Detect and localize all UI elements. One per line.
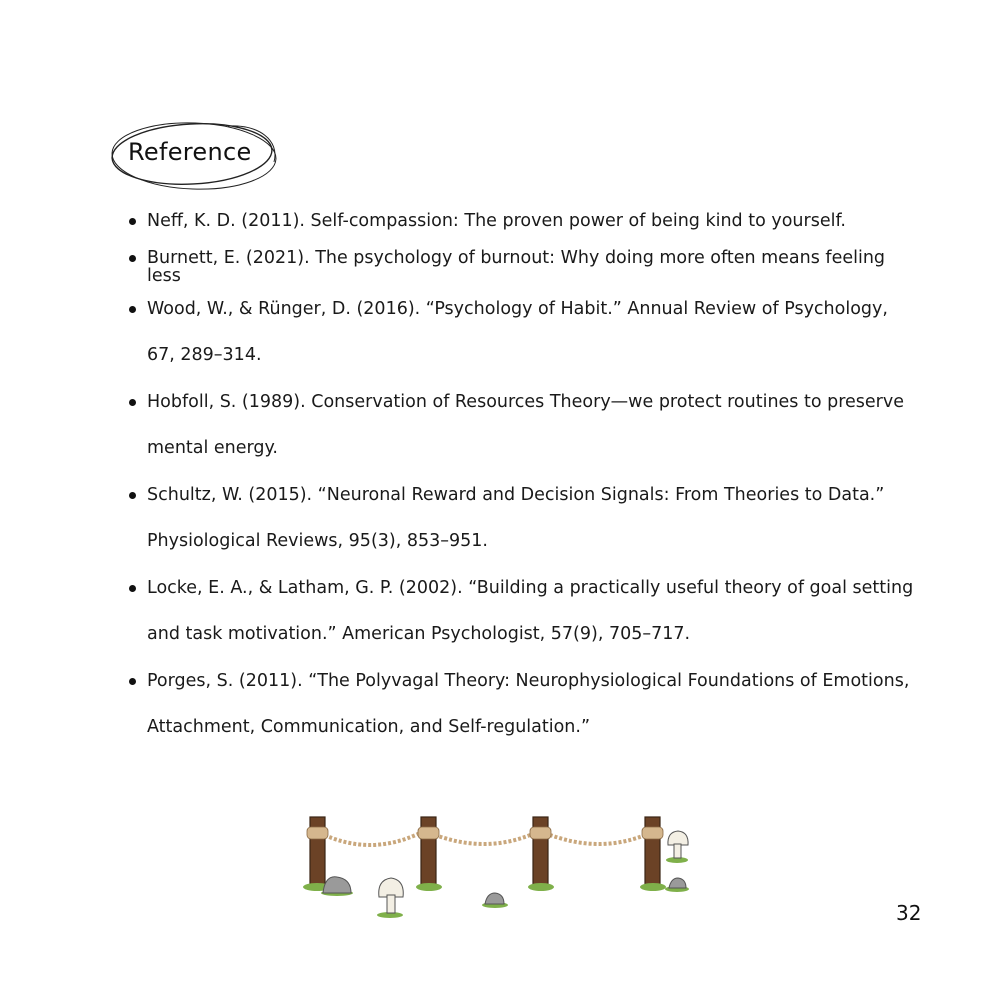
heading-text: Reference — [128, 138, 252, 166]
grass-icon — [303, 857, 689, 918]
reference-item: Wood, W., & Rünger, D. (2016). “Psychology of Habit.” Annual Review of Psychology, 67, 289–314. — [147, 286, 917, 378]
rope-icon — [320, 833, 650, 845]
reference-item: Neff, K. D. (2011). Self-compassion: The proven power of being kind to yourself. — [147, 198, 917, 244]
fence-illustration — [295, 805, 705, 929]
reference-item: Locke, E. A., & Latham, G. P. (2002). “Building a practically useful theory of goal setting and task motivation.” American Psychologist, 57(9), 705–717. — [147, 565, 917, 657]
reference-item: Burnett, E. (2021). The psychology of burnout: Why doing more often means feeling less — [147, 249, 917, 285]
page-number: 32 — [896, 901, 922, 925]
reference-heading — [108, 118, 280, 194]
fence-post-icon — [310, 817, 660, 887]
reference-item: Hobfoll, S. (1989). Conservation of Resources Theory—we protect routines to preserve mental energy. — [147, 379, 917, 471]
reference-item: Porges, S. (2011). “The Polyvagal Theory: Neurophysiological Foundations of Emotions, Attachment, Communication, and Self-regulation.” — [147, 658, 917, 750]
rock-icon — [323, 877, 686, 904]
reference-item: Schultz, W. (2015). “Neuronal Reward and Decision Signals: From Theories to Data.” Physiological Reviews, 95(3), 853–951. — [147, 472, 917, 564]
